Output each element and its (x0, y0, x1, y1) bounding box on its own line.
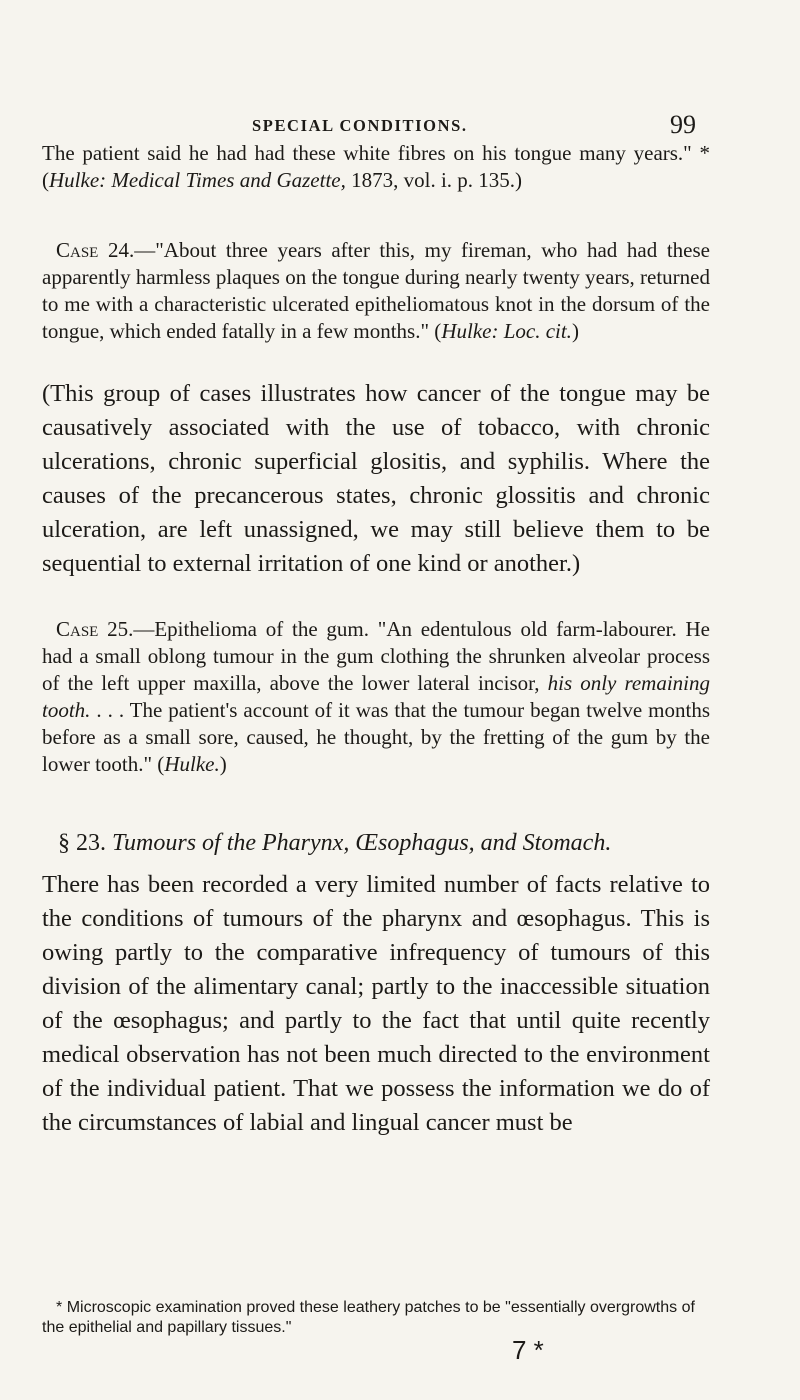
citation-tail: ) (219, 752, 227, 776)
running-head: SPECIAL CONDITIONS. (252, 116, 468, 135)
page-number: 99 (670, 110, 696, 139)
signature-mark: 7 * (512, 1335, 544, 1365)
section-title: Tumours of the Pharynx, Œsophagus, and Stomach. (112, 830, 612, 856)
page-header (0, 112, 800, 142)
citation: Hulke: Loc. cit. (441, 319, 572, 343)
section-mark: § 23. (58, 830, 106, 856)
paragraph-text: The patient said he had had these white fibres on his tongue many years." * ( (42, 141, 710, 192)
case-25-paragraph (42, 616, 710, 778)
case-text: —"About three years after this, my fireman, who had had these apparently harmless plaques on the tongue during nearly twenty years, returned to me with a characteristic ulcerated epitheliomatous knot in the dorsum of the tongue, which ended fatally in a few months." ( (42, 238, 710, 343)
citation: Hulke. (164, 752, 220, 776)
italic-phrase: his only remaining tooth. (42, 671, 710, 722)
case-label: Case 25. (56, 617, 134, 641)
paragraph-quote-end (42, 140, 710, 194)
case-24-paragraph (42, 237, 710, 345)
footnote (42, 1298, 710, 1338)
footnote-text: Microscopic examination proved these leathery patches to be "essentially overgrowths of the epithelial and papillary tissues." (42, 1299, 695, 1336)
section-heading (58, 830, 708, 857)
citation-tail: 1873, vol. i. p. 135.) (345, 168, 523, 192)
case-text: —Epithelioma of the gum. "An edentulous old farm-labourer. He had a small oblong tumour in the gum clothing the shrunken alveolar process of the left upper maxilla, above the lower lateral incisor, (42, 617, 710, 695)
footnote-mark: * (56, 1299, 63, 1316)
citation: Hulke: Medical Times and Gazette, (49, 168, 346, 192)
case-text-continued: . . . The patient's account of it was that the tumour began twelve months before as a small sore, caused, he thought, by the fretting of the gum by the lower tooth." ( (42, 698, 710, 776)
citation-tail: ) (571, 319, 579, 343)
group-commentary-paragraph: (This group of cases illustrates how cancer of the tongue may be causatively associated with the use of tobacco, with chronic ulcerations, chronic superficial glositis, and syphilis. Where the causes of the precancerous states, chronic glossitis and chronic ulceration, are left unassigned, we may still believe them to be sequential to external irritation of one kind or another.) (42, 380, 710, 577)
case-label: Case 24. (56, 238, 135, 262)
section-paragraph: There has been recorded a very limited number of facts relative to the conditions of tumours of the pharynx and œsophagus. This is owing partly to the comparative infrequency of tumours of this division of the alimentary canal; partly to the inaccessible situation of the œsophagus; and partly to the fact that until quite recently medical observation has not been much directed to the environment of the individual patient. That we possess the information we do of the circumstances of labial and lingual cancer must be (42, 871, 710, 1136)
